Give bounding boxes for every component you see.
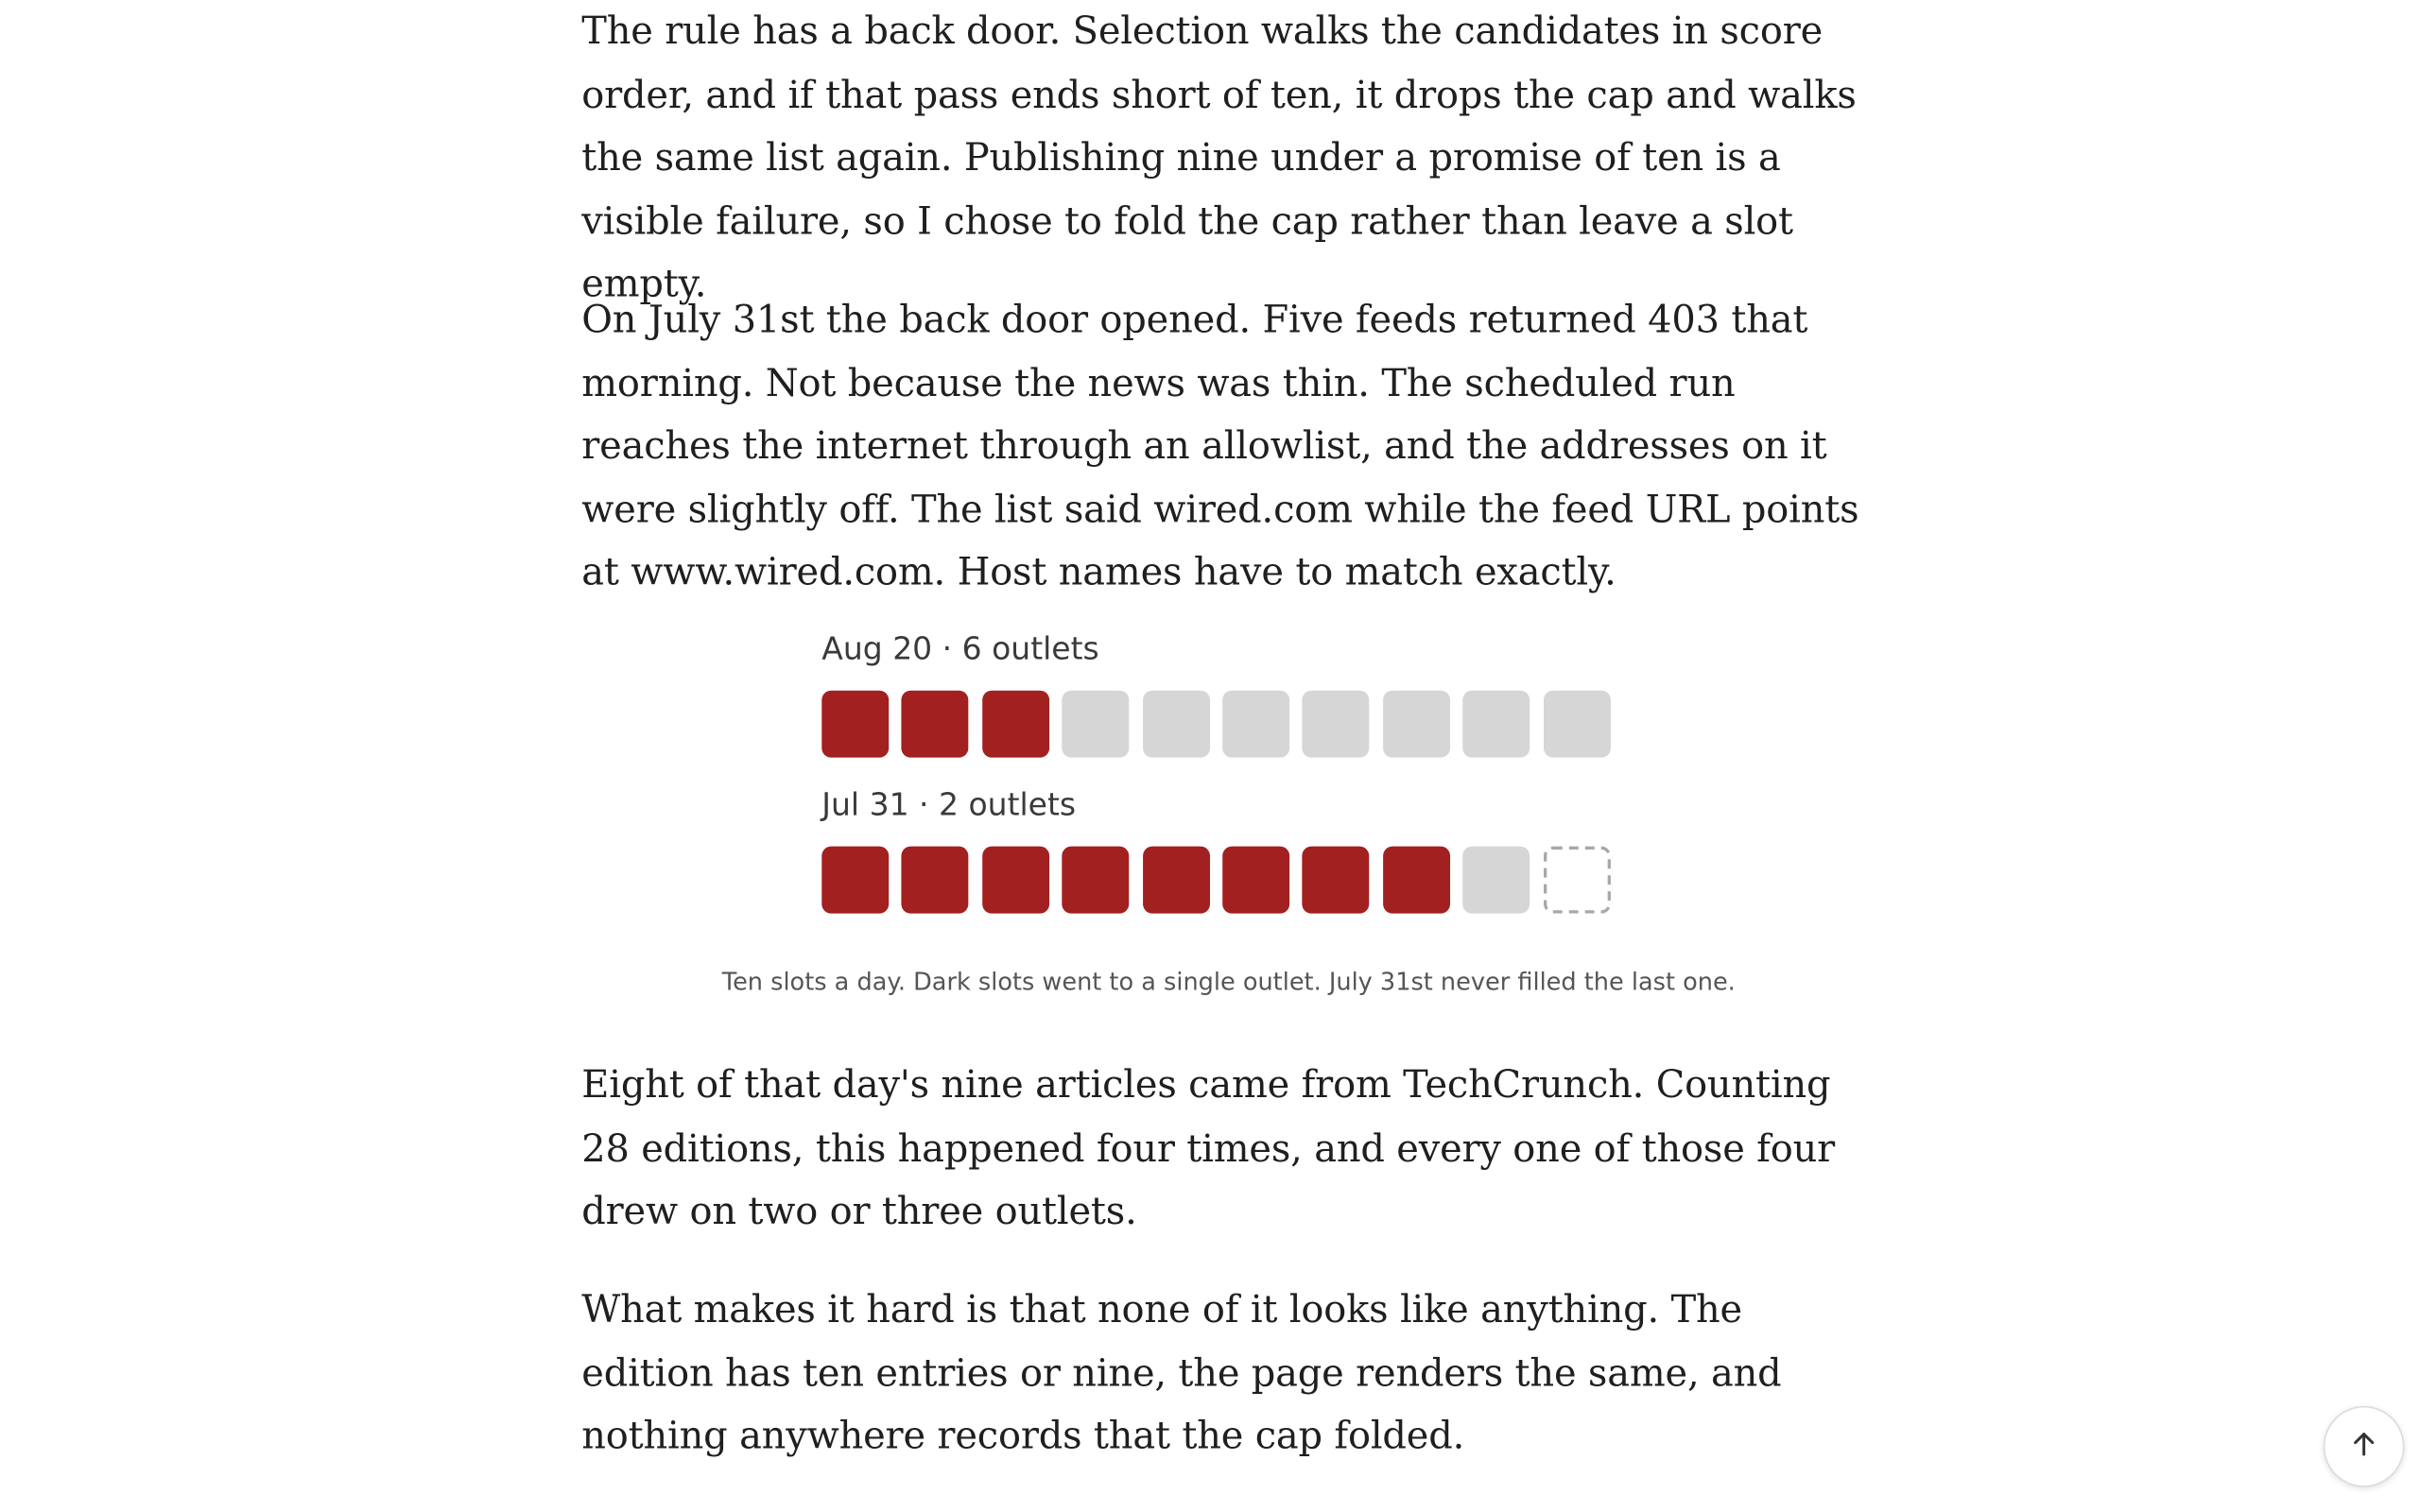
scroll-to-top-button[interactable]: [2324, 1406, 2405, 1487]
arrow-up-icon: [2348, 1427, 2379, 1466]
slot-light: [1463, 847, 1530, 914]
day-label-jul-31: Jul 31 · 2 outlets: [821, 785, 1077, 823]
slot-light: [1063, 691, 1130, 758]
slot-dark: [982, 847, 1049, 914]
slot-light: [1463, 691, 1530, 758]
slot-row: [821, 691, 1616, 758]
slot-light: [1303, 691, 1370, 758]
slot-empty: [1543, 847, 1610, 914]
slot-dark: [821, 847, 889, 914]
slot-light: [1543, 691, 1610, 758]
slot-row: [821, 847, 1616, 914]
slot-light: [1383, 691, 1450, 758]
slot-dark: [821, 691, 889, 758]
paragraph: On July 31st the back door opened. Five feeds returned 403 that morning. Not because the news was thin. The scheduled run reaches the internet through an allowlist, and the addresses on it were slightly off. The list said wired.com while the feed URL points at www.wired.com. Host names have to match exactly.: [581, 298, 1859, 595]
slot-dark: [902, 847, 969, 914]
paragraph: Eight of that day's nine articles came from TechCrunch. Counting 28 editions, this happened four times, and every one of those four drew on two or three outlets.: [581, 1062, 1836, 1234]
slot-dark: [1383, 847, 1450, 914]
slot-dark: [1222, 847, 1289, 914]
day-label-aug-20: Aug 20 · 6 outlets: [821, 629, 1099, 667]
slot-dark: [1303, 847, 1370, 914]
slot-light: [1142, 691, 1209, 758]
figure-caption: Ten slots a day. Dark slots went to a single outlet. July 31st never filled the last one.: [721, 968, 1736, 997]
slot-light: [1222, 691, 1289, 758]
paragraph: The rule has a back door. Selection walks the candidates in score order, and if that pass ends short of ten, it drops the cap and walks the same list again. Publishing nine under a promise of ten is a visible failure, so I chose to fold the cap rather than leave a slot empty.: [581, 9, 1857, 306]
slot-dark: [902, 691, 969, 758]
paragraph: What makes it hard is that none of it looks like anything. The edition has ten entries or nine, the page renders the same, and nothing anywhere records that the cap folded.: [581, 1287, 1782, 1458]
slot-dark: [982, 691, 1049, 758]
slot-dark: [1142, 847, 1209, 914]
slot-dark: [1063, 847, 1130, 914]
